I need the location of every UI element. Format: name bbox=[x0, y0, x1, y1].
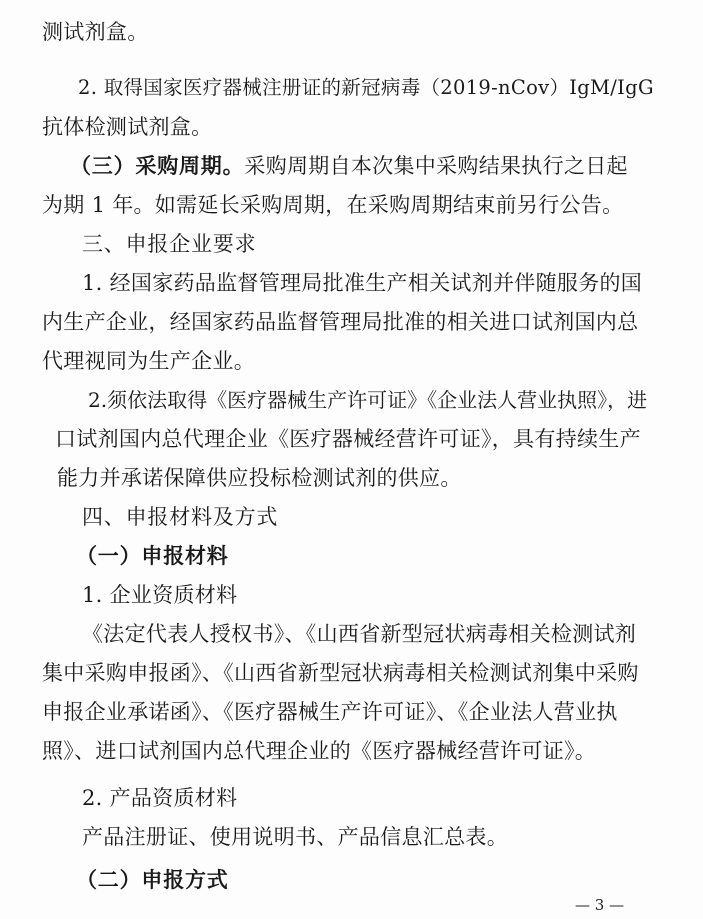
text-line: 2.须依法取得《医疗器械生产许可证》《企业法人营业执照》，进 bbox=[88, 388, 648, 412]
text-line: 测试剂盒。 bbox=[42, 20, 149, 44]
paragraph-purchase-period: （三）采购周期。采购周期自本次集中采购结果执行之日起 bbox=[70, 154, 628, 178]
page-number: — 3 — bbox=[575, 896, 625, 914]
text-line: 1. 企业资质材料 bbox=[82, 583, 238, 607]
text-line: 代理视同为生产企业。 bbox=[42, 349, 255, 373]
text-line: 集中采购申报函》、《山西省新型冠状病毒相关检测试剂集中采购 bbox=[42, 661, 639, 685]
section-heading-enterprise-requirements: 三、申报企业要求 bbox=[82, 232, 257, 256]
text-line: 能力并承诺保障供应投标检测试剂的供应。 bbox=[57, 466, 462, 490]
section-heading-method: （二）申报方式 bbox=[76, 868, 229, 892]
text-line: 产品注册证、使用说明书、产品信息汇总表。 bbox=[82, 825, 508, 849]
section-heading-purchase-period: （三）采购周期。 bbox=[70, 154, 245, 178]
text-line: 照》、进口试剂国内总代理企业的《医疗器械经营许可证》。 bbox=[42, 739, 597, 763]
text-line: 1. 经国家药品监督管理局批准生产相关试剂并伴随服务的国 bbox=[82, 271, 643, 295]
section-heading-materials: （一）申报材料 bbox=[76, 544, 229, 568]
text-line: 抗体检测试剂盒。 bbox=[42, 115, 213, 139]
text-line: 申报企业承诺函》、《医疗器械生产许可证》、《企业法人营业执 bbox=[42, 700, 618, 724]
text-line: 2. 产品资质材料 bbox=[82, 786, 238, 810]
text-line: 口试剂国内总代理企业《医疗器械经营许可证》，具有持续生产 bbox=[55, 427, 641, 451]
text-line: 为期 1 年。如需延长采购周期，在采购周期结束前另行公告。 bbox=[42, 193, 624, 217]
text-line: 2. 取得国家医疗器械注册证的新冠病毒（2019-nCov）IgM/IgG bbox=[78, 76, 654, 99]
text-line: 《法定代表人授权书》、《山西省新型冠状病毒相关检测试剂 bbox=[82, 622, 637, 646]
section-heading-materials-and-method: 四、申报材料及方式 bbox=[82, 505, 279, 529]
text-line: 内生产企业，经国家药品监督管理局批准的相关进口试剂国内总 bbox=[42, 310, 639, 334]
